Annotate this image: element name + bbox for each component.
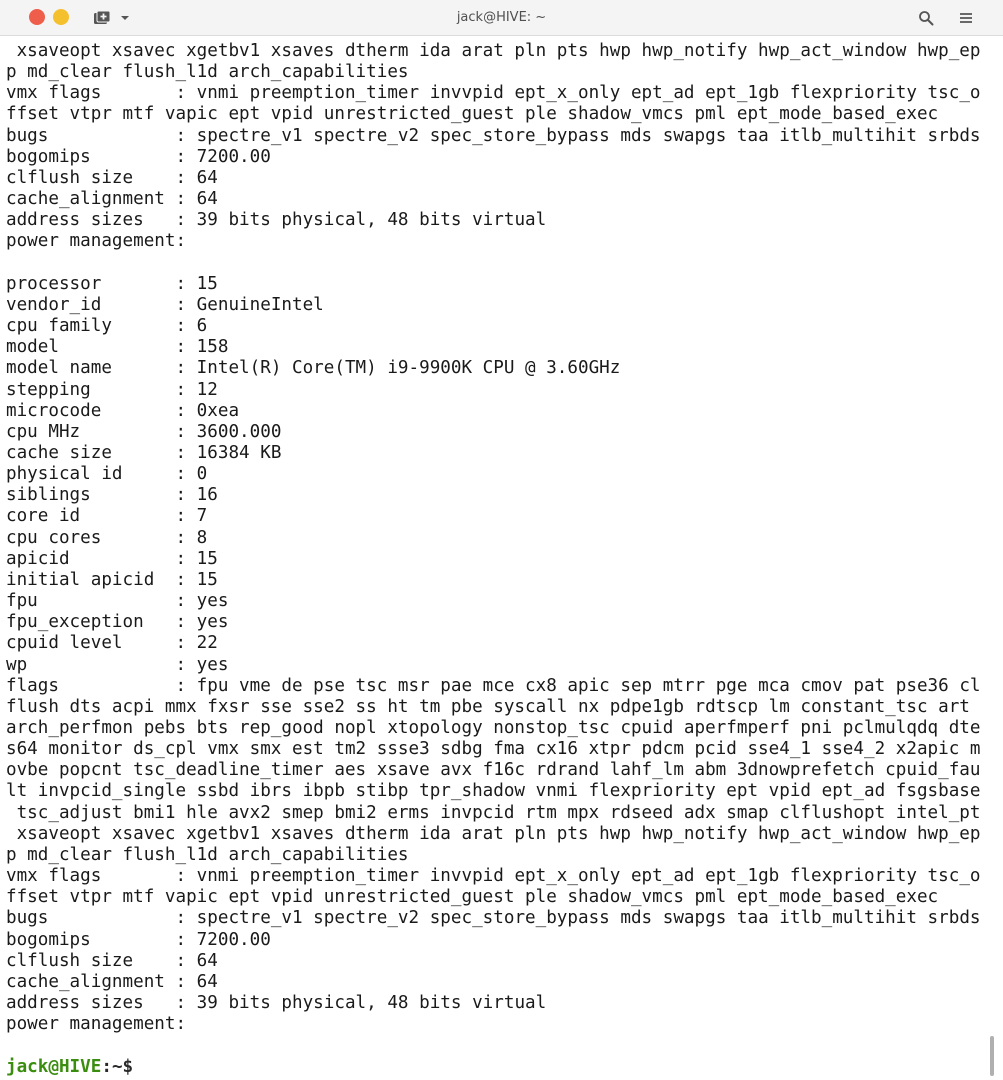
prompt-user-host: jack@HIVE — [6, 1057, 102, 1077]
prompt-separator: : — [101, 1057, 112, 1077]
prompt-symbol: $ — [122, 1057, 134, 1077]
search-icon — [918, 10, 934, 26]
minimize-button[interactable] — [53, 9, 69, 25]
new-tab-icon — [93, 10, 111, 26]
terminal-view[interactable] — [0, 36, 1003, 1080]
search-button[interactable] — [915, 7, 937, 29]
prompt-path: ~ — [111, 1057, 123, 1077]
window-title: jack@HIVE: ~ — [456, 10, 547, 25]
title-bar — [0, 0, 1003, 36]
terminal-output: xsaveopt xsavec xgetbv1 xsaves dtherm ida arat pln pts hwp hwp_notify hwp_act_window hwp_ep p md_clear flush_l1d arch_capabilities vmx flags : vnmi preemption_timer invvpid ept_x_only ept_ad ept_1gb flexpriority tsc_o ffset vtpr mtf vapic ept vpid unrestricted_guest ple shadow_vmcs pml ept_mode_based_exec bugs : spectre_v1 spectre_v2 spec_store_bypass mds swapgs taa itlb_multihit srbds bogomips : 7200.00 clflush size : 64 cache_alignment : 64 address sizes : 39 bits physical, 48 bits virtual power management: processor : 15 vendor_id : GenuineIntel cpu family : 6 model : 158 model name : Intel(R) Core(TM) i9-9900K CPU @ 3.60GHz stepping : 12 microcode : 0xea cpu MHz : 3600.000 cache size : 16384 KB physical id : 0 siblings : 16 core id : 7 cpu cores : 8 apicid : 15 initial apicid : 15 fpu : yes fpu_exception : yes cpuid level : 22 wp : yes flags : fpu vme de pse tsc msr pae mce cx8 apic sep mtrr pge mca cmov pat pse36 cl flush dts acpi mmx fxsr sse sse2 ss ht tm pbe syscall nx pdpe1gb rdtscp lm constant_tsc art arch_perfmon pebs bts rep_good nopl xtopology nonstop_tsc cpuid aperfmperf pni pclmulqdq dte s64 monitor ds_cpl vmx smx est tm2 ssse3 sdbg fma cx16 xtpr pdcm pcid sse4_1 sse4_2 x2apic m ovbe popcnt tsc_deadline_timer aes xsave avx f16c rdrand lahf_lm abm 3dnowprefetch cpuid_fau lt invpcid_single ssbd ibrs ibpb stibp tpr_shadow vnmi flexpriority ept vpid ept_ad fsgsbase tsc_adjust bmi1 hle avx2 smep bmi2 erms invpcid rtm mpx rdseed adx smap clflushopt intel_pt xsaveopt xsavec xgetbv1 xsaves dtherm ida arat pln pts hwp hwp_notify hwp_act_window hwp_ep p md_clear flush_l1d arch_capabilities vmx flags : vnmi preemption_timer invvpid ept_x_only ept_ad ept_1gb flexpriority tsc_o ffset vtpr mtf vapic ept vpid unrestricted_guest ple shadow_vmcs pml ept_mode_based_exec bugs : spectre_v1 spectre_v2 spec_store_bypass mds swapgs taa itlb_multihit srbds bogomips : 7200.00 clflush size : 64 cache_alignment : 64 address sizes : 39 bits physical, 48 bits virtual power management: — [6, 41, 981, 1035]
menu-button[interactable] — [955, 7, 977, 29]
new-tab-button[interactable] — [93, 8, 137, 28]
hamburger-menu-icon — [959, 12, 973, 24]
shell-prompt[interactable] — [6, 1057, 133, 1078]
chevron-down-icon[interactable] — [120, 14, 130, 22]
close-button[interactable] — [29, 9, 45, 25]
scrollbar[interactable] — [990, 1036, 994, 1076]
